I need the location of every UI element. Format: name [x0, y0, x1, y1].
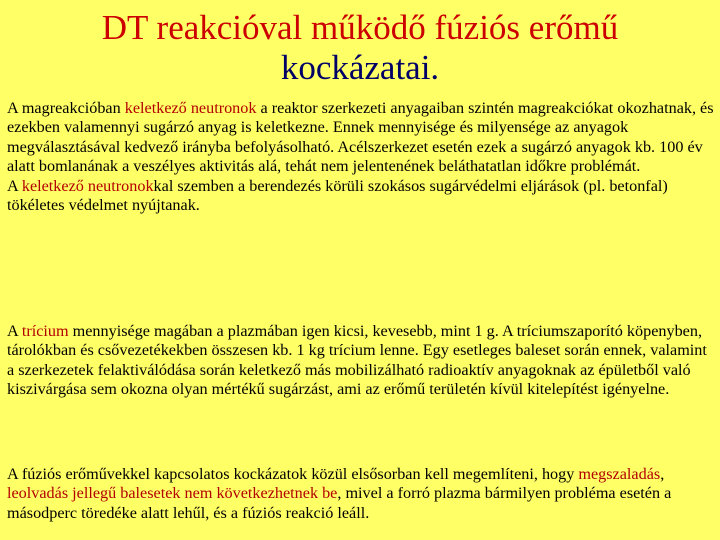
paragraph-text: A magreakcióban	[7, 99, 125, 117]
paragraph-neutrons	[7, 99, 715, 215]
paragraph-text: A fúziós erőművekkel kapcsolatos kockázatok közül elsősorban kell megemlíteni, hogy	[7, 465, 579, 483]
paragraph-text: A	[7, 322, 22, 340]
highlight-neutrons: keletkező neutronok	[21, 176, 154, 195]
paragraph-text: mennyisége magában a plazmában igen kicsi, kevesebb, mint 1 g. A tríciumszaporító köpenyben, tárolókban és csővezetékekben összesen kb. 1 kg trícium lenne. Egy esetleges baleset során ennek, valamint a szerkezetek felaktiválódása során keletkező más mobilizálható radioaktív anyagoknak az épületből való kiszivárgása sem okozna olyan mértékű sugárzást, ami az erőmű területén kívül kitelepítést igényelne.	[7, 322, 707, 399]
highlight-runaway: megszaladás	[578, 465, 661, 483]
highlight-tritium: trícium	[21, 322, 69, 340]
highlight-meltdown: leolvadás jellegű balesetek nem következhetnek be	[7, 484, 338, 503]
slide-title	[0, 8, 720, 88]
paragraph-text: , mivel a forró plazma bármilyen probléma esetén a másodperc töredéke alatt lehűl, és a fúziós reakció leáll.	[7, 484, 672, 522]
title-line-1: DT reakcióval működő fúziós erőmű	[101, 8, 619, 47]
paragraph-text: a reaktor szerkezeti anyagaiban szintén magreakciókat okozhatnak, és ezekben valamennyi sugárzó anyag is keletkezne. Ennek mennyisége és milyensége az anyagok megválasztásával kedvező irányba befolyásolható. Acélszerkezet esetén ezek a sugárzó anyagok kb. 100 év alatt bomlanának a veszélyes aktivitás alá, tehát nem jelentenének beláthatatlan időkre problémát.	[7, 99, 714, 176]
highlight-neutrons: keletkező neutronok	[124, 99, 257, 117]
paragraph-text: kal szemben a berendezés körüli szokásos sugárvédelmi eljárások (pl. betonfal) tökéletes védelmet nyújtanak.	[7, 176, 668, 215]
paragraph-text: A	[7, 176, 22, 195]
paragraph-risks	[7, 465, 715, 523]
paragraph-tritium	[7, 322, 715, 400]
title-line-2: kockázatai.	[280, 48, 440, 87]
paragraph-text: ,	[660, 465, 665, 483]
